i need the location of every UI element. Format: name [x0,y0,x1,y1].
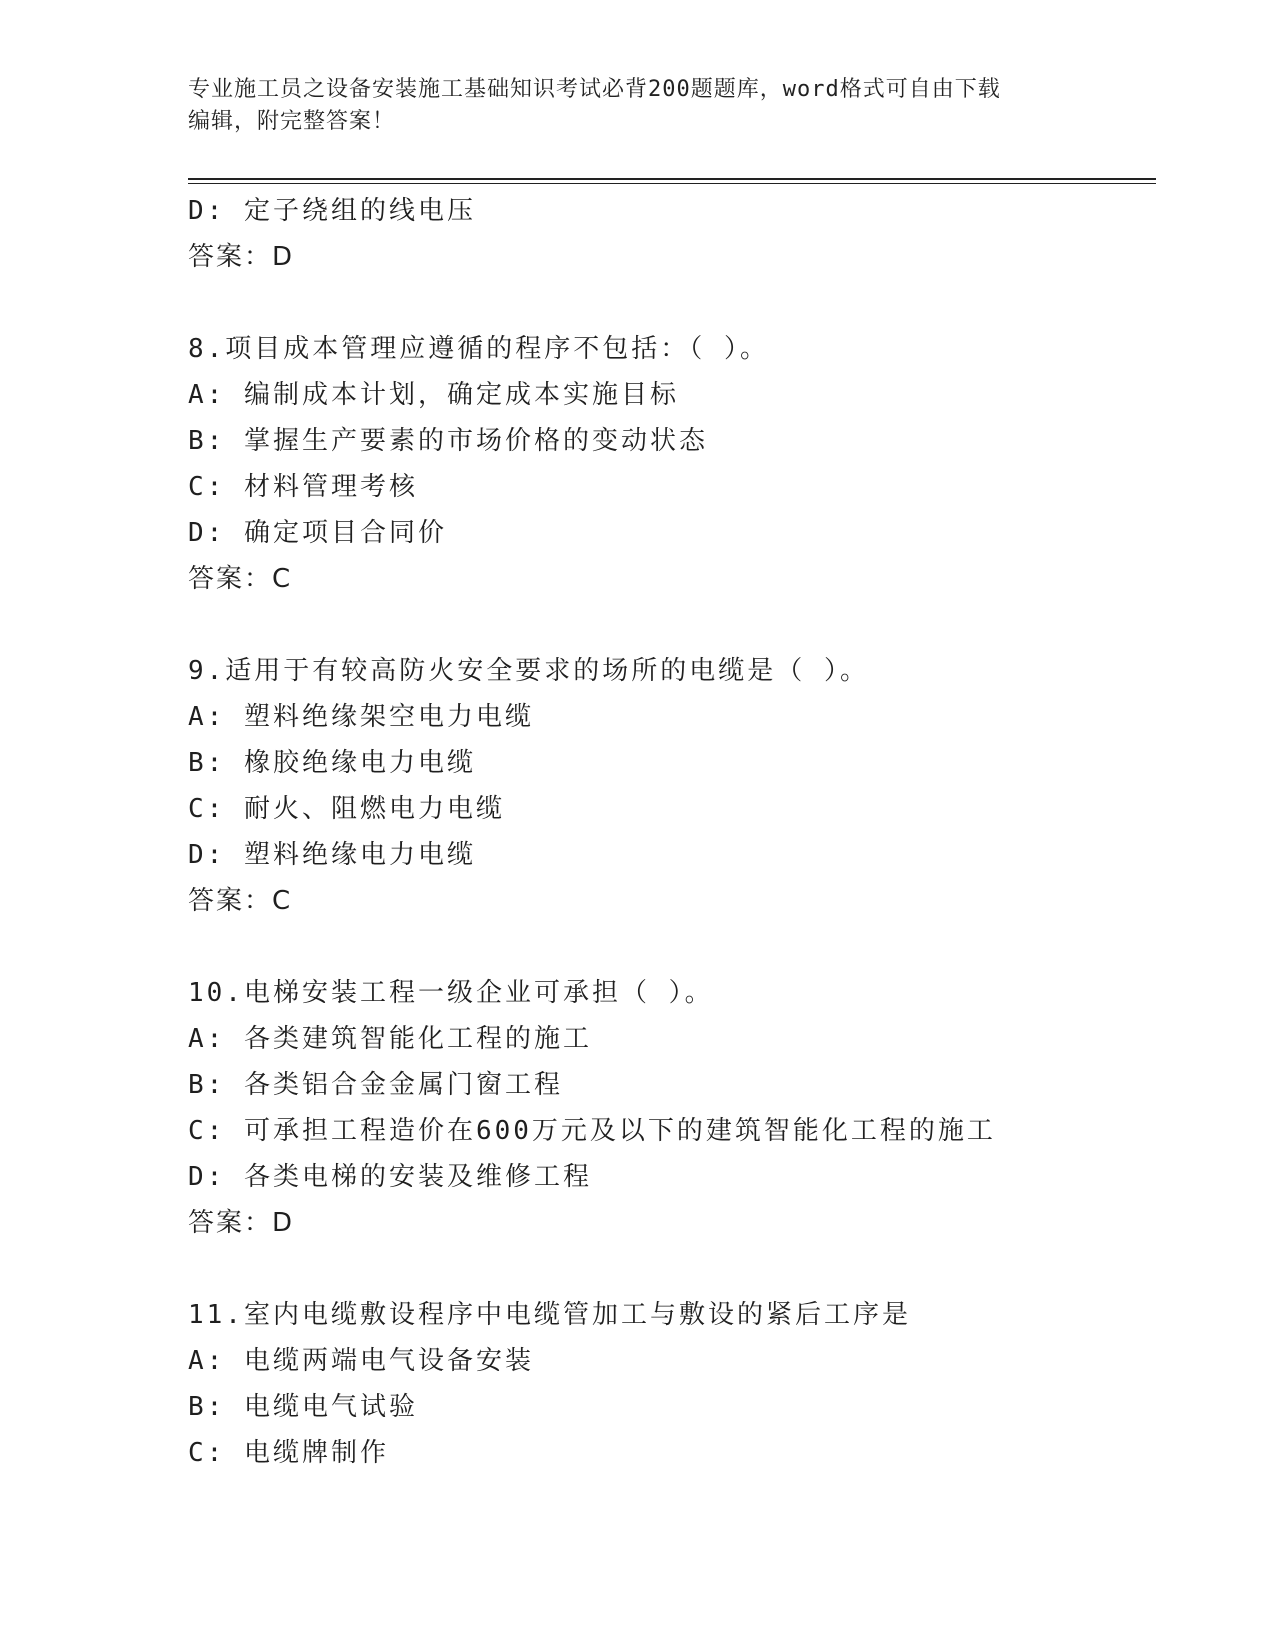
header-divider-thin [188,183,1156,184]
option-a: A: 塑料绝缘架空电力电缆 [188,702,534,732]
question-11 [188,1292,1156,1476]
header-divider-thick [188,178,1156,180]
question-stem: 11.室内电缆敷设程序中电缆管加工与敷设的紧后工序是 [188,1300,911,1330]
header-line-1: 专业施工员之设备安装施工基础知识考试必背200题题库，word格式可自由下载 [188,77,1001,102]
option-a: A: 电缆两端电气设备安装 [188,1346,534,1376]
option-c: C: 耐火、阻燃电力电缆 [188,794,505,824]
option-d: D: 塑料绝缘电力电缆 [188,840,476,870]
answer: 答案：C [188,564,293,594]
prev-option-d: D: 定子绕组的线电压 [188,196,476,226]
option-c: C: 电缆牌制作 [188,1438,389,1468]
option-a: A: 编制成本计划，确定成本实施目标 [188,380,679,410]
question-stem: 10.电梯安装工程一级企业可承担（ ）。 [188,978,714,1008]
option-d: D: 确定项目合同价 [188,518,447,548]
prev-answer: 答案：D [188,242,295,272]
question-stem: 9.适用于有较高防火安全要求的场所的电缆是（ ）。 [188,656,869,686]
option-b: B: 各类铝合金金属门窗工程 [188,1070,563,1100]
option-b: B: 掌握生产要素的市场价格的变动状态 [188,426,708,456]
option-d: D: 各类电梯的安装及维修工程 [188,1162,592,1192]
spacer [188,280,1156,326]
document-header [188,74,1068,138]
option-c: C: 可承担工程造价在600万元及以下的建筑智能化工程的施工 [188,1116,996,1146]
spacer [188,1246,1156,1292]
spacer [188,924,1156,970]
answer: 答案：D [188,1208,295,1238]
header-line-2: 编辑，附完整答案！ [188,109,396,134]
option-b: B: 电缆电气试验 [188,1392,418,1422]
option-a: A: 各类建筑智能化工程的施工 [188,1024,592,1054]
answer: 答案：C [188,886,293,916]
question-10 [188,970,1156,1246]
spacer [188,602,1156,648]
question-9 [188,648,1156,924]
option-c: C: 材料管理考核 [188,472,418,502]
question-8 [188,326,1156,602]
question-stem: 8.项目成本管理应遵循的程序不包括：（ ）。 [188,334,769,364]
option-b: B: 橡胶绝缘电力电缆 [188,748,476,778]
question-list [188,188,1156,1476]
